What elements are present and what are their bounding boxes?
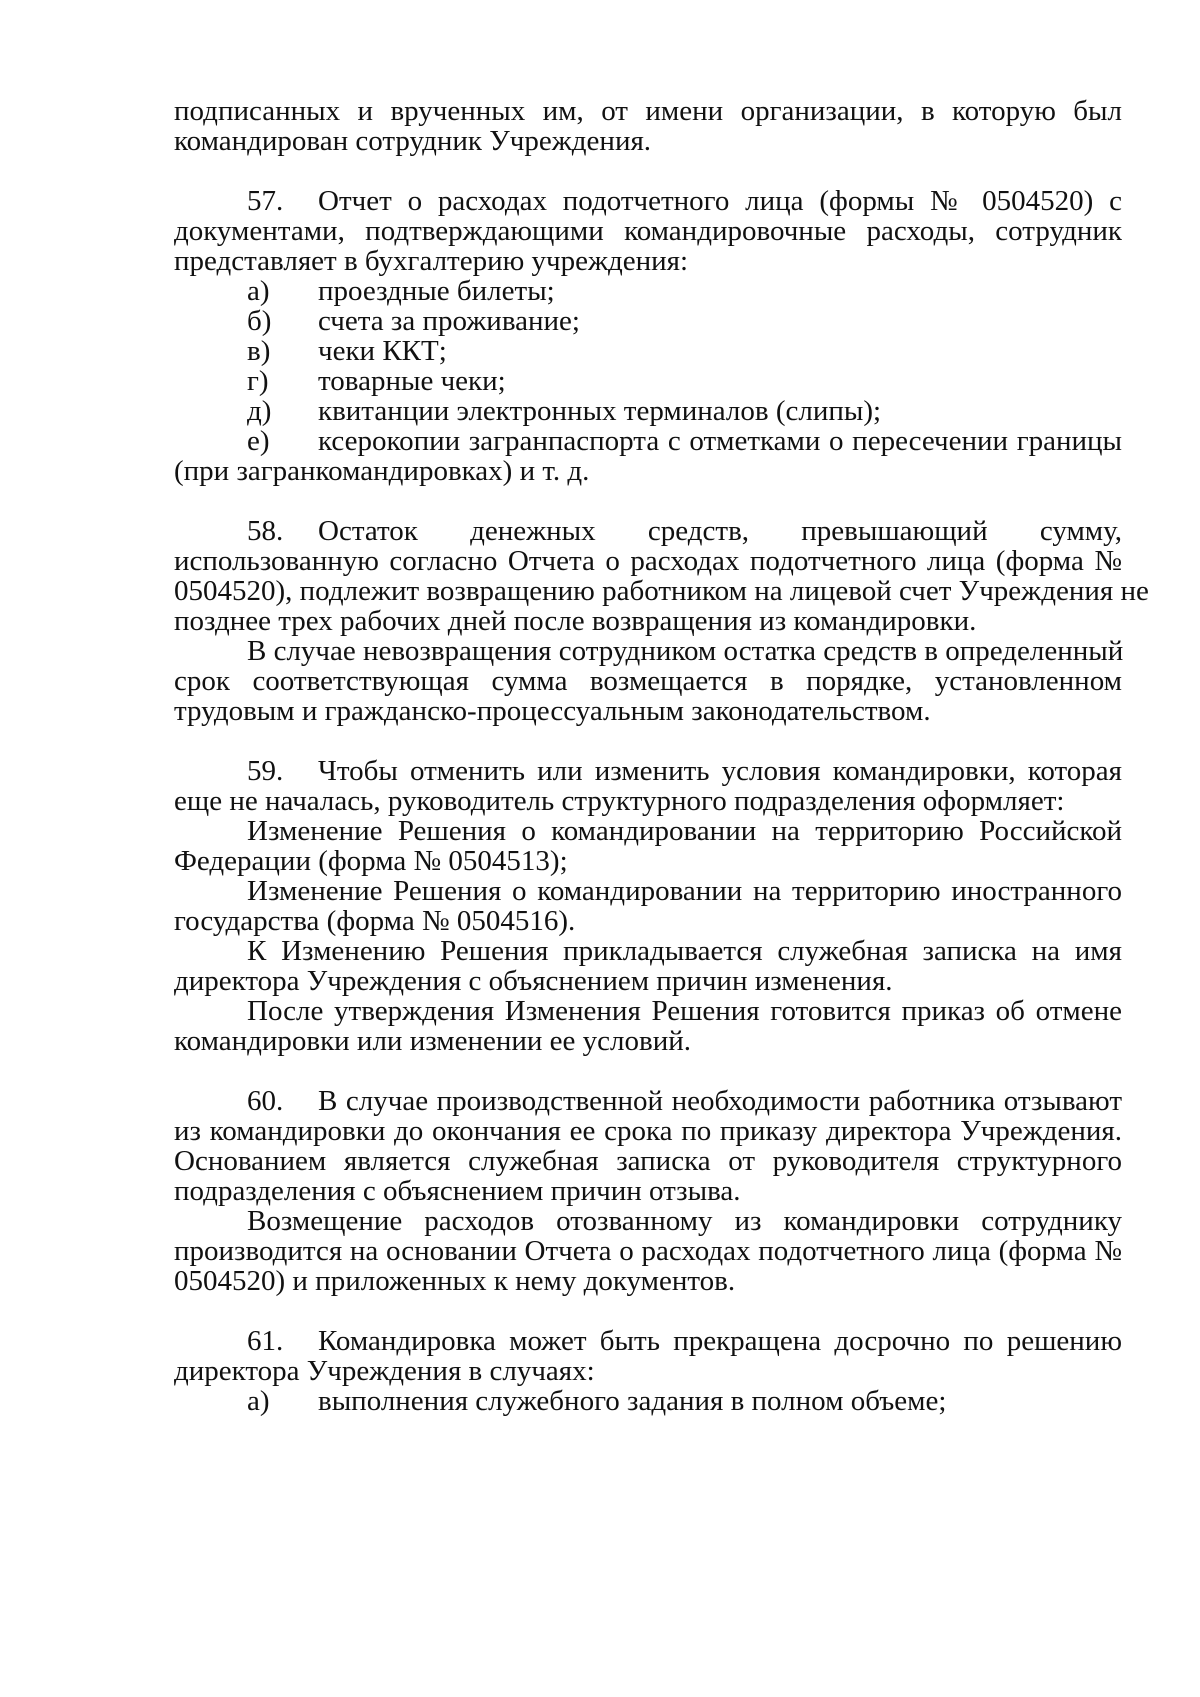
list-item-label: г) xyxy=(247,365,269,397)
paragraph-57-tail: (при загранкомандировках) и т. д. xyxy=(174,455,590,487)
paragraph-60-number: 60. xyxy=(247,1085,284,1117)
paragraph-60-sub-line-3: 0504520) и приложенных к нему документов. xyxy=(174,1265,736,1297)
paragraph-58-line-2: использованную согласно Отчета о расходах подотчетного лица (форма № xyxy=(174,545,1122,577)
paragraph-59-a-line-2: Федерации (форма № 0504513); xyxy=(174,845,568,877)
paragraph-59-b-line-1: Изменение Решения о командировании на территорию иностранного xyxy=(247,875,1122,907)
intro-line-2: командирован сотрудник Учреждения. xyxy=(174,125,652,157)
paragraph-59-line-2: еще не началась, руководитель структурного подразделения оформляет: xyxy=(174,785,1065,817)
list-item-text: товарные чеки; xyxy=(318,365,506,397)
paragraph-61-line-2: директора Учреждения в случаях: xyxy=(174,1355,595,1387)
paragraph-57-line-3: представляет в бухгалтерию учреждения: xyxy=(174,245,689,277)
paragraph-57-line-2: документами, подтверждающими командировочные расходы, сотрудник xyxy=(174,215,1122,247)
list-item-label: а) xyxy=(247,275,270,307)
paragraph-58-line-1: Остаток денежных средств, превышающий сумму, xyxy=(318,515,1122,547)
paragraph-58-sub-line-3: трудовым и гражданско-процессуальным законодательством. xyxy=(174,695,931,727)
paragraph-58-sub-line-2: срок соответствующая сумма возмещается в порядке, установленном xyxy=(174,665,1122,697)
list-item-label: б) xyxy=(247,305,272,337)
list-item-text: квитанции электронных терминалов (слипы); xyxy=(318,395,882,427)
paragraph-59-line-1: Чтобы отменить или изменить условия командировки, которая xyxy=(318,755,1122,787)
list-item-label: д) xyxy=(247,395,272,427)
paragraph-59-c-line-2: директора Учреждения с объяснением причин изменения. xyxy=(174,965,893,997)
list-item-label: в) xyxy=(247,335,271,367)
paragraph-58-line-3: 0504520), подлежит возвращению работником на лицевой счет Учреждения не xyxy=(174,575,1149,607)
paragraph-60-line-3: Основанием является служебная записка от руководителя структурного xyxy=(174,1145,1122,1177)
paragraph-60-line-1: В случае производственной необходимости работника отзывают xyxy=(318,1085,1122,1117)
paragraph-58-sub-line-1: В случае невозвращения сотрудником остатка средств в определенный xyxy=(247,635,1124,667)
paragraph-60-sub-line-1: Возмещение расходов отозванному из командировки сотруднику xyxy=(247,1205,1122,1237)
list-item-text: ксерокопии загранпаспорта с отметками о пересечении границы xyxy=(318,425,1122,457)
list-item-label: е) xyxy=(247,425,270,457)
paragraph-59-number: 59. xyxy=(247,755,284,787)
paragraph-60-line-4: подразделения с объяснением причин отзыва. xyxy=(174,1175,741,1207)
paragraph-59-d-line-1: После утверждения Изменения Решения готовится приказ об отмене xyxy=(247,995,1122,1027)
paragraph-59-d-line-2: командировки или изменении ее условий. xyxy=(174,1025,692,1057)
list-item-text: выполнения служебного задания в полном объеме; xyxy=(318,1385,947,1417)
paragraph-60-sub-line-2: производится на основании Отчета о расходах подотчетного лица (форма № xyxy=(174,1235,1122,1267)
paragraph-61-number: 61. xyxy=(247,1325,284,1357)
paragraph-60-line-2: из командировки до окончания ее срока по приказу директора Учреждения. xyxy=(174,1115,1122,1147)
intro-line-1: подписанных и врученных им, от имени организации, в которую был xyxy=(174,95,1122,127)
paragraph-58-line-4: позднее трех рабочих дней после возвращения из командировки. xyxy=(174,605,977,637)
paragraph-59-b-line-2: государства (форма № 0504516). xyxy=(174,905,576,937)
paragraph-61-line-1: Командировка может быть прекращена досрочно по решению xyxy=(318,1325,1122,1357)
paragraph-57-line-1: Отчет о расходах подотчетного лица (формы № 0504520) с xyxy=(318,185,1122,217)
paragraph-59-c-line-1: К Изменению Решения прикладывается служебная записка на имя xyxy=(247,935,1122,967)
paragraph-58-number: 58. xyxy=(247,515,284,547)
paragraph-57-number: 57. xyxy=(247,185,284,217)
paragraph-59-a-line-1: Изменение Решения о командировании на территорию Российской xyxy=(247,815,1122,847)
list-item-text: проездные билеты; xyxy=(318,275,555,307)
list-item-text: счета за проживание; xyxy=(318,305,580,337)
list-item-label: а) xyxy=(247,1385,270,1417)
list-item-text: чеки ККТ; xyxy=(318,335,447,367)
